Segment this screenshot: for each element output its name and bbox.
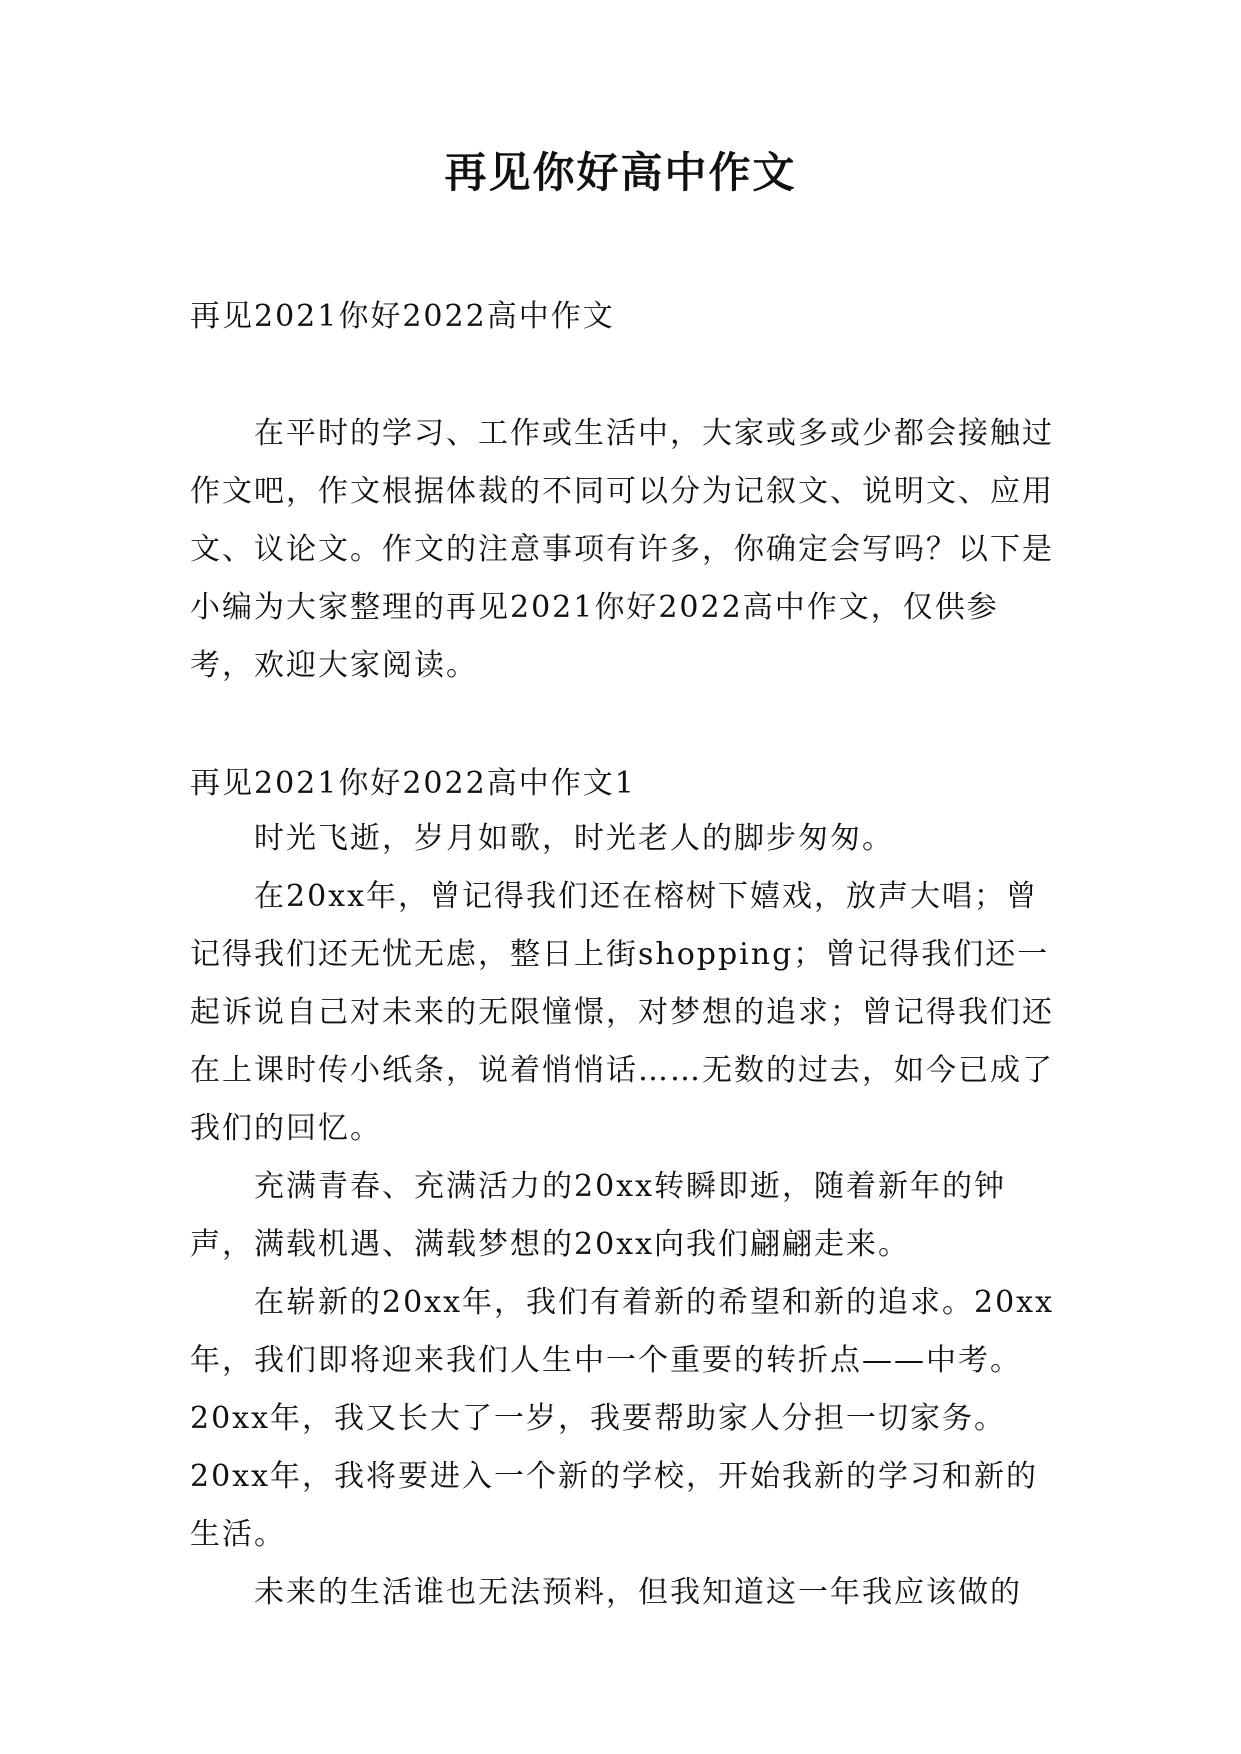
- body-paragraph: 在崭新的20xx年，我们有着新的希望和新的追求。20xx年，我们即将迎来我们人生中一个重要的转折点——中考。20xx年，我又长大了一岁，我要帮助家人分担一切家务。20xx年，我将要进入一个新的学校，开始我新的学习和新的生活。: [190, 1285, 1055, 1552]
- intro-paragraph: [190, 405, 1060, 695]
- intro-text: 在平时的学习、工作或生活中，大家或多或少都会接触过作文吧，作文根据体裁的不同可以分为记叙文、说明文、应用文、议论文。作文的注意事项有许多，你确定会写吗？以下是小编为大家整理的再见2021你好2022高中作文，仅供参考，欢迎大家阅读。: [190, 416, 1054, 683]
- body-paragraph: 未来的生活谁也无法预料，但我知道这一年我应该做的: [254, 1575, 1022, 1610]
- body-paragraph: 时光飞逝，岁月如歌，时光老人的脚步匆匆。: [254, 821, 894, 856]
- section-heading: 再见2021你好2022高中作文1: [190, 766, 636, 801]
- document-subtitle: 再见2021你好2022高中作文: [190, 299, 615, 334]
- document-title: 再见你好高中作文: [444, 148, 797, 197]
- body-paragraph: 在20xx年，曾记得我们还在榕树下嬉戏，放声大唱；曾记得我们还无忧无虑，整日上街shopping；曾记得我们还一起诉说自己对未来的无限憧憬，对梦想的追求；曾记得我们还在上课时传小纸条，说着悄悄话……无数的过去，如今已成了我们的回忆。: [190, 879, 1054, 1146]
- essay-body: [190, 810, 1060, 1622]
- body-paragraph: 充满青春、充满活力的20xx转瞬即逝，随着新年的钟声，满载机遇、满载梦想的20xx向我们翩翩走来。: [190, 1169, 1007, 1262]
